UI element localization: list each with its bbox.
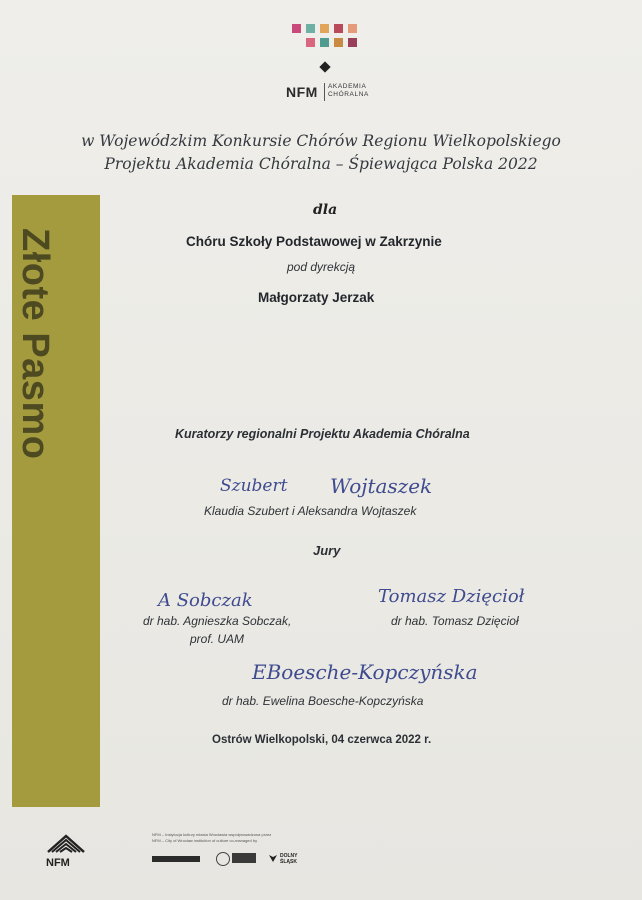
logo-square: [348, 38, 357, 47]
nfm-logo-text: NFM: [286, 84, 318, 100]
partner-logo-wroclaw: [152, 856, 200, 862]
conductor-name: Małgorzaty Jerzak: [258, 290, 375, 305]
recipient-name: Chóru Szkoły Podstawowej w Zakrzynie: [186, 234, 442, 249]
logo-square: [348, 24, 357, 33]
jury-name-1: dr hab. Agnieszka Sobczak,: [143, 614, 292, 628]
logo-subtitle: [328, 83, 369, 99]
curators-names: Klaudia Szubert i Aleksandra Wojtaszek: [204, 504, 417, 518]
logo-sub-line2: CHÓRALNA: [328, 91, 369, 98]
footer-small-text-1: NFM – Instytucja kultury miasta Wrocławia współprowadzona przez: [152, 832, 272, 837]
footer-small-text-2: NFM – City of Wrocław institution of culture co-managed by: [152, 838, 258, 843]
logo-square: [334, 38, 343, 47]
logo-sub-line1: AKADEMIA: [328, 83, 367, 90]
nfm-logo-squares: [292, 24, 364, 50]
dla-label: dla: [313, 202, 338, 218]
partner-ministry-logo: [232, 853, 256, 863]
jury-signature-3: EBoesche-Kopczyńska: [252, 660, 478, 684]
nfm-footer-logo-text: NFM: [46, 857, 70, 869]
curators-heading: Kuratorzy regionalni Projektu Akademia Chóralna: [175, 427, 470, 441]
logo-square: [334, 24, 343, 33]
logo-square: [306, 38, 315, 47]
award-band-label: Złote Pasmo: [14, 228, 56, 460]
partner-eagle-icon: [216, 852, 230, 866]
curator-signature-2: Wojtaszek: [330, 474, 433, 498]
curator-signature-1: Szubert: [220, 476, 288, 496]
jury-name-1-line2: prof. UAM: [190, 632, 245, 646]
title-line1: w Wojewódzkim Konkursie Chórów Regionu Wielkopolskiego: [81, 132, 561, 150]
dolny-slask-logo-text: DOLNY ŚLĄSK: [280, 853, 298, 865]
title-line2: Projektu Akademia Chóralna – Śpiewająca Polska 2022: [104, 155, 538, 173]
nfm-footer-logo-icon: [46, 830, 86, 856]
jury-signature-1: A Sobczak: [158, 590, 253, 611]
pod-dyrekcja-label: pod dyrekcją: [287, 260, 356, 274]
logo-square: [320, 24, 329, 33]
jury-signature-2: Tomasz Dzięcioł: [378, 586, 525, 607]
logo-square: [292, 24, 301, 33]
jury-name-2: dr hab. Tomasz Dzięcioł: [391, 614, 519, 628]
logo-square: [320, 38, 329, 47]
logo-diamond-icon: [319, 61, 330, 72]
jury-heading: Jury: [313, 543, 341, 558]
place-date: Ostrów Wielkopolski, 04 czerwca 2022 r.: [212, 734, 432, 746]
jury-name-3: dr hab. Ewelina Boesche-Kopczyńska: [222, 694, 424, 708]
logo-divider: [324, 83, 325, 101]
dolny-slask-eagle-icon: [268, 853, 278, 863]
logo-square: [306, 24, 315, 33]
